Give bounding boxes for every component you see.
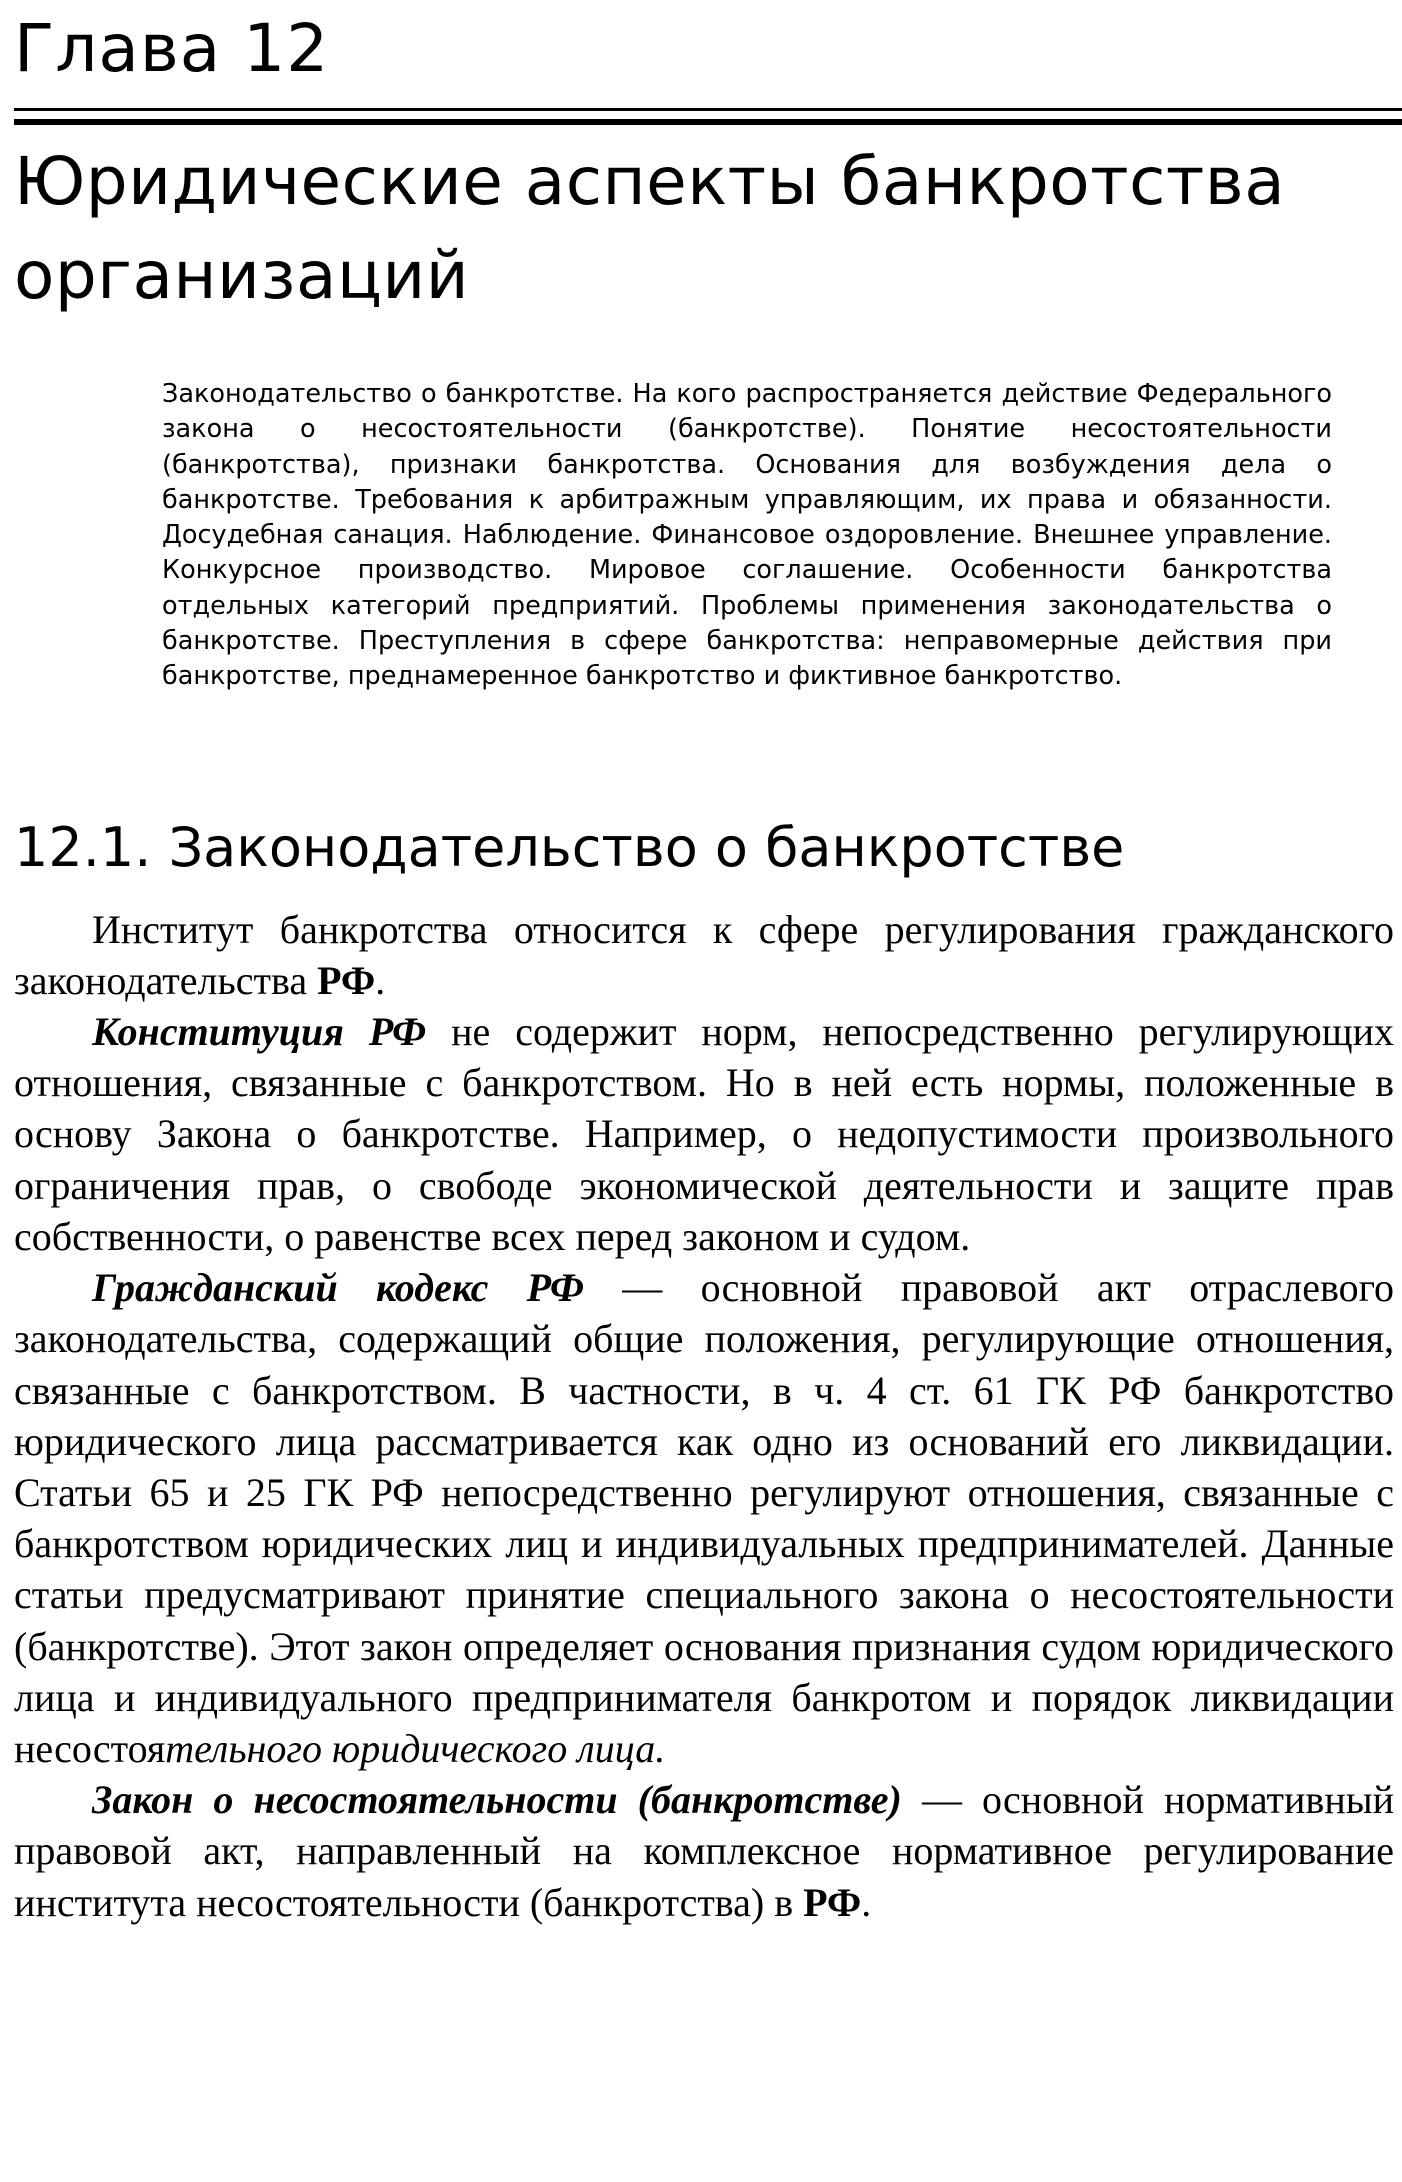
paragraph-3-text: — основной правовой акт отраслевого законодательства, содержащий общие положения, регулирующие отношения, связанные с банкротством. В частности, в ч. 4 ст. 61 ГК РФ банкротство юридического лица рассматривается как одно из оснований его ликвидации. Статьи 65 и 25 ГК РФ непосредственно регулируют отношения, связанные с банкротством юридических лиц и индивидуальных предпринимателей. Данные статьи предусматривают принятие специального закона о несостоятельности (банкротстве). Этот закон определяет основания признания судом юридического лица и индивидуального предпринимателя банкротом и порядок ликвидации несостоя xyxy=(14,1265,1394,1771)
term-bankruptcy-law: Закон о несостоятельности (банкротстве) xyxy=(92,1777,902,1823)
paragraph-1-rf: РФ xyxy=(317,957,376,1003)
paragraph-2-text: не содержит норм, непосредственно регулирующих отношения, связанные с банкротством. Но в ней есть нормы, положенные в основу Закона о банкротстве. Например, о недопустимости произвольного ограничения прав, о свободе экономической деятельности и защите прав собственности, о равенстве всех перед законом и судом. xyxy=(14,1009,1394,1259)
paragraph-4-end: . xyxy=(861,1879,872,1925)
term-civil-code: Гражданский кодекс РФ xyxy=(92,1265,584,1311)
chapter-title: Юридические аспекты банкротства организаций xyxy=(14,143,1286,314)
paragraph-4-text: — основной нормативный правовой акт, направленный на комплексное нормативное регулирование института несостоятельности (банкротства) в xyxy=(14,1777,1395,1925)
paragraph-4-rf: РФ xyxy=(803,1879,862,1925)
paragraph-1-end: . xyxy=(375,957,386,1003)
paragraph-1-text: Институт банкротства относится к сфере регулирования гражданского законодательства xyxy=(14,906,1394,1003)
chapter-abstract: Законодательство о банкротстве. На кого распространяется действие Федерального закона о несостоятельности (банкротстве). Понятие несостоятельности (банкротства), признаки банкротства. Основания для возбуждения дела о банкротстве. Требования к арбитражным управляющим, их права и обязанности. Досудебная санация. Наблюдение. Финансовое оздоровление. Внешнее управление. Конкурсное производство. Мировое соглашение. Особенности банкротства отдельных категорий предприятий. Проблемы применения законодательства о банкротстве. Преступления в сфере банкротства: неправомерные действия при банкротстве, преднамеренное банкротство и фиктивное банкротство. xyxy=(162,379,1332,692)
term-constitution: Конституция РФ xyxy=(92,1009,427,1055)
paragraph-2 xyxy=(14,1006,1394,1262)
paragraph-4 xyxy=(14,1774,1394,1928)
book-page xyxy=(14,0,1402,1928)
paragraph-3-tail: тельного юридического лица. xyxy=(165,1725,666,1771)
chapter-rule-thick xyxy=(14,119,1402,125)
section-body xyxy=(14,904,1394,1928)
paragraph-3 xyxy=(14,1262,1394,1774)
paragraph-1 xyxy=(14,904,1394,1006)
chapter-rule-thin xyxy=(14,108,1402,111)
section-heading: 12.1. Законодательство о банкротстве xyxy=(14,815,1125,879)
chapter-label: Глава 12 xyxy=(14,10,330,87)
